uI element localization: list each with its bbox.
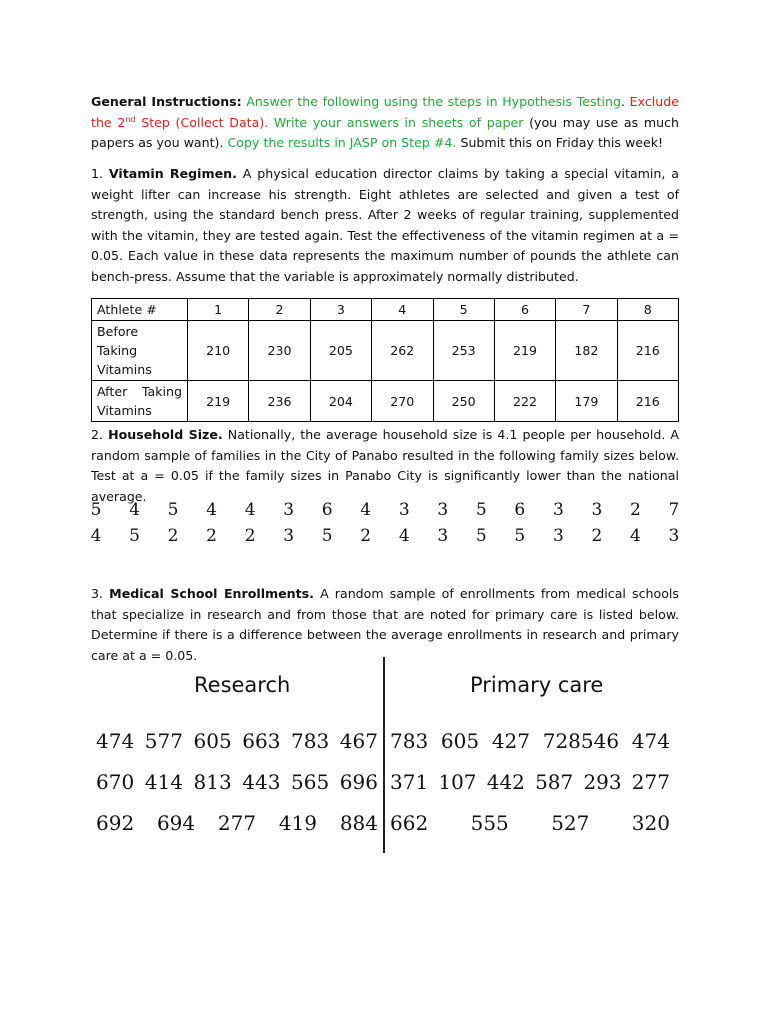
research-value: 694 — [156, 811, 196, 835]
table-cell: 219 — [188, 381, 249, 422]
primary-value: 371 — [390, 770, 429, 794]
table-cell: 205 — [310, 321, 371, 381]
instruction-write: Write your answers in sheets of paper — [273, 114, 524, 130]
family-size-value: 4 — [360, 500, 372, 520]
table-cell: 253 — [433, 321, 494, 381]
table-cell: 182 — [556, 321, 617, 381]
family-size-value: 4 — [244, 500, 256, 520]
table-header-cell: Athlete # — [92, 299, 188, 321]
instruction-exclude-sup: nd — [125, 114, 136, 124]
primary-row-2 — [390, 770, 670, 794]
table-header-cell: 4 — [372, 299, 433, 321]
family-size-value: 5 — [475, 526, 487, 546]
table-cell: 216 — [617, 381, 678, 422]
primary-row-1 — [390, 729, 670, 753]
question-3-number: 3. — [91, 586, 104, 601]
research-value: 474 — [96, 729, 135, 753]
family-size-value: 7 — [668, 500, 680, 520]
table-header-cell: 3 — [310, 299, 371, 321]
research-header: Research — [194, 673, 291, 697]
primary-value: 320 — [631, 811, 670, 835]
research-row-2 — [96, 770, 378, 794]
family-size-value: 4 — [630, 526, 641, 546]
primary-value: 783 — [390, 729, 429, 753]
table-header-cell: 7 — [556, 299, 617, 321]
family-size-value: 5 — [167, 500, 179, 520]
research-value: 783 — [291, 729, 330, 753]
table-header-cell: 1 — [188, 299, 249, 321]
table-cell: 270 — [372, 381, 433, 422]
family-size-value: 6 — [321, 500, 333, 520]
family-size-value: 3 — [552, 500, 564, 520]
instruction-exclude: Exclude the 2 — [91, 94, 679, 130]
research-value: 813 — [193, 770, 232, 794]
family-size-value: 2 — [167, 526, 179, 546]
family-size-value: 3 — [398, 500, 410, 520]
instruction-exclude-step: Step (Collect Data). — [141, 114, 269, 130]
question-1-title: Vitamin Regimen. — [108, 166, 237, 181]
family-size-value: 2 — [244, 526, 256, 546]
question-2 — [91, 425, 679, 507]
primary-value: 728546 — [542, 729, 620, 753]
question-1-text: A physical education director claims by taking a special vitamin, a weight lifter can increase his strength. Eight athletes are selected and given a test of strength, using the standard bench press. After 2 weeks of regular training, supplemented with the vitamin, they are tested again. Test the effectiveness of the vitamin regimen at a = 0.05. Each value in these data represents the maximum number of pounds the athlete can bench-press. Assume that the variable is approximately normally distributed. — [91, 166, 679, 284]
primary-value: 107 — [438, 770, 477, 794]
research-value: 577 — [144, 729, 183, 753]
family-sizes-row-2 — [85, 526, 685, 546]
table-cell: 179 — [556, 381, 617, 422]
primary-row-3 — [390, 811, 670, 835]
table-cell: 222 — [494, 381, 555, 422]
table-row-label: Before Taking Vitamins — [92, 321, 188, 381]
general-instructions — [91, 92, 679, 154]
research-value: 884 — [339, 811, 378, 835]
question-3-text: A random sample of enrollments from medical schools that specialize in research and from those that are noted for primary care is listed below. Determine if there is a difference between the average enrollments in research and primary care at a = 0.05. — [91, 586, 679, 663]
primary-value: 605 — [440, 729, 480, 753]
research-value: 419 — [278, 811, 318, 835]
family-size-value: 2 — [206, 526, 217, 546]
instruction-papers: (you may use as much papers as you want). — [91, 114, 679, 150]
family-size-value: 5 — [321, 526, 333, 546]
research-value: 467 — [339, 729, 378, 753]
research-value: 696 — [339, 770, 378, 794]
research-row-3 — [96, 811, 378, 835]
family-size-value: 3 — [552, 526, 564, 546]
family-size-value: 2 — [591, 526, 603, 546]
primary-care-header: Primary care — [470, 673, 604, 697]
research-value: 605 — [193, 729, 232, 753]
question-2-number: 2. — [91, 427, 104, 442]
family-size-value: 3 — [591, 500, 603, 520]
table-cell: 236 — [249, 381, 310, 422]
table-cell: 230 — [249, 321, 310, 381]
instruction-steps: Answer the following using the steps in Hypothesis Testing — [246, 94, 622, 109]
table-cell: 250 — [433, 381, 494, 422]
primary-value: 662 — [390, 811, 429, 835]
column-divider — [383, 657, 385, 853]
family-size-value: 5 — [129, 526, 140, 546]
table-cell: 219 — [494, 321, 555, 381]
instruction-dot: . — [621, 94, 626, 109]
primary-value: 474 — [631, 729, 670, 753]
research-value: 565 — [291, 770, 330, 794]
family-size-value: 3 — [437, 526, 449, 546]
family-size-value: 4 — [398, 526, 410, 546]
research-value: 663 — [242, 729, 281, 753]
table-cell: 216 — [617, 321, 678, 381]
table-row — [92, 381, 679, 422]
family-size-value: 4 — [90, 526, 102, 546]
research-value: 692 — [96, 811, 135, 835]
primary-value: 293 — [583, 770, 622, 794]
table-row-label: After Taking Vitamins — [92, 381, 188, 422]
family-size-value: 3 — [283, 526, 295, 546]
family-size-value: 6 — [514, 500, 526, 520]
primary-value: 277 — [631, 770, 670, 794]
family-sizes-row-1 — [85, 500, 685, 520]
family-size-value: 3 — [437, 500, 449, 520]
family-size-value: 3 — [668, 526, 680, 546]
table-header-cell: 8 — [617, 299, 678, 321]
table-row — [92, 321, 679, 381]
primary-value: 527 — [551, 811, 590, 835]
research-value: 443 — [242, 770, 281, 794]
table-cell: 210 — [188, 321, 249, 381]
family-size-value: 5 — [514, 526, 526, 546]
question-2-title: Household Size. — [108, 427, 223, 442]
vitamin-table — [91, 298, 679, 422]
general-instructions-label: General Instructions: — [91, 94, 242, 109]
instruction-submit: Submit this on Friday this week! — [460, 135, 664, 150]
table-header-cell: 5 — [433, 299, 494, 321]
research-value: 414 — [144, 770, 183, 794]
primary-value: 587 — [535, 770, 574, 794]
family-size-value: 2 — [360, 526, 372, 546]
primary-value: 555 — [470, 811, 509, 835]
research-row-1 — [96, 729, 378, 753]
family-size-value: 3 — [283, 500, 295, 520]
vitamin-table-header — [92, 299, 679, 321]
instruction-jasp: Copy the results in JASP on Step #4. — [227, 135, 457, 150]
question-3-title: Medical School Enrollments. — [109, 586, 314, 601]
family-size-value: 4 — [129, 500, 140, 520]
question-2-text: Nationally, the average household size is 4.1 people per household. A random sample of families in the City of Panabo resulted in the following family sizes below. Test at a = 0.05 if the family sizes in Panabo City is significantly lower than the national average. — [91, 427, 679, 504]
table-cell: 204 — [310, 381, 371, 422]
research-value: 277 — [217, 811, 257, 835]
primary-value: 442 — [486, 770, 525, 794]
table-header-cell: 6 — [494, 299, 555, 321]
question-3 — [91, 584, 679, 666]
family-size-value: 4 — [206, 500, 217, 520]
question-1-number: 1. — [91, 166, 104, 181]
question-1 — [91, 164, 679, 287]
family-size-value: 5 — [475, 500, 487, 520]
family-size-value: 2 — [630, 500, 641, 520]
primary-value: 427 — [491, 729, 530, 753]
family-size-value: 5 — [90, 500, 102, 520]
table-header-cell: 2 — [249, 299, 310, 321]
table-cell: 262 — [372, 321, 433, 381]
research-value: 670 — [96, 770, 135, 794]
